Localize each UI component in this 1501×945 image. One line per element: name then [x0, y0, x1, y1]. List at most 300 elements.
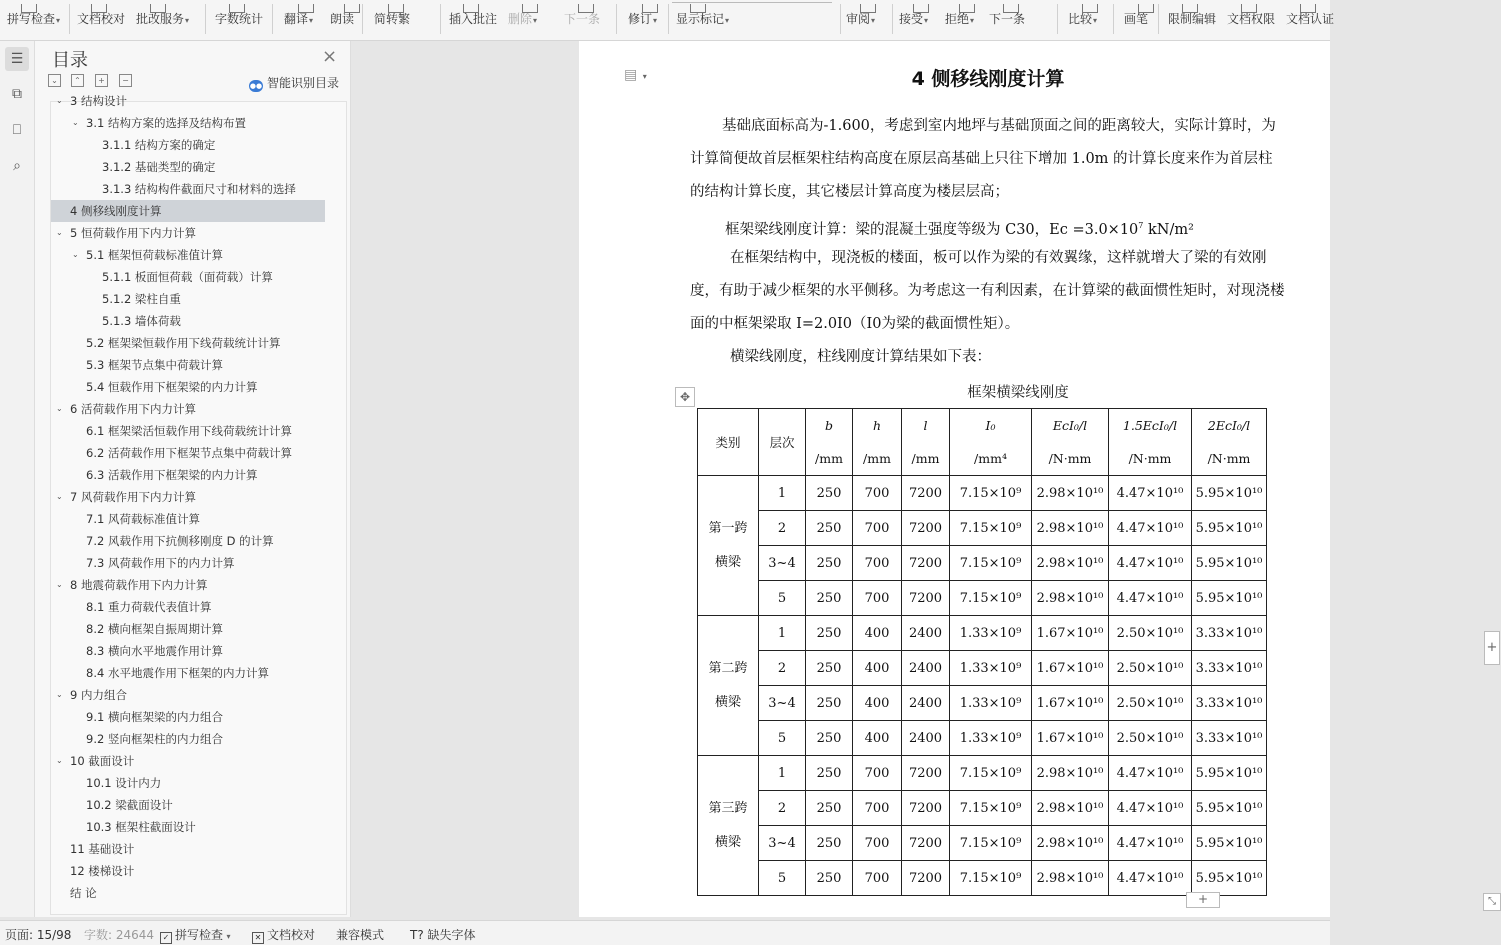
toc-item[interactable] [51, 684, 325, 706]
toc-item-label: 6.1 框架梁活恒载作用下线荷载统计计算 [86, 424, 292, 438]
toc-item-label: 7 风荷载作用下内力计算 [70, 490, 196, 504]
table-header-cell [853, 409, 902, 476]
table-row [698, 721, 1267, 756]
toc-item[interactable] [51, 244, 325, 266]
table-cell: 7200 [902, 756, 950, 791]
table-cell: 1.33×10⁹ [950, 686, 1032, 721]
chevron-down-icon: ▾ [924, 16, 929, 25]
table-cell: 3.33×10¹⁰ [1192, 686, 1267, 721]
chevron-down-icon: ▾ [1093, 16, 1098, 25]
table-cell: 1 [759, 476, 806, 511]
toc-item-label: 6.2 活荷载作用下框架节点集中荷载计算 [86, 446, 292, 460]
toolbar-button[interactable] [1227, 10, 1275, 27]
header-symbol: h [872, 418, 882, 433]
toc-item[interactable] [51, 332, 325, 354]
bookmark-icon[interactable]: ⎕ [12, 122, 22, 138]
toc-item[interactable] [51, 596, 325, 618]
resize-table-icon[interactable]: ⤡ [1483, 893, 1501, 911]
toolbar-item-icon [91, 4, 107, 13]
toolbar-button[interactable] [945, 10, 974, 27]
table-row [698, 651, 1267, 686]
table-header-cell [1109, 409, 1192, 476]
table-row [698, 791, 1267, 826]
header-unit: /mm [863, 451, 891, 466]
chevron-down-icon[interactable]: ⌄ [72, 118, 79, 127]
toc-item[interactable] [51, 750, 325, 772]
span-label-sub: 横梁 [714, 834, 741, 850]
spell-check-label: 拼写检查 [175, 928, 224, 942]
chevron-down-icon: ▾ [309, 16, 314, 25]
chevron-down-icon: ▾ [725, 16, 730, 25]
toolbar-button[interactable] [7, 10, 60, 27]
table-cell: 2400 [902, 721, 950, 756]
toc-item-label: 9 内力组合 [70, 688, 127, 702]
toc-item-label: 3.1.3 结构构件截面尺寸和材料的选择 [102, 182, 296, 196]
table-row [698, 861, 1267, 896]
table-cell: 4.47×10¹⁰ [1109, 476, 1192, 511]
toolbar-button[interactable] [136, 10, 189, 27]
table-cell: 2.98×10¹⁰ [1032, 791, 1109, 826]
toc-item-label: 10.2 梁截面设计 [86, 798, 173, 812]
table-cell: 700 [853, 826, 902, 861]
toolbar-button[interactable] [564, 10, 600, 27]
toolbar-button[interactable] [374, 10, 410, 27]
toc-item-label: 8.3 横向水平地震作用计算 [86, 644, 223, 658]
toolbar-button[interactable] [284, 10, 313, 27]
table-cell: 3~4 [759, 546, 806, 581]
toolbar-item-icon [913, 4, 929, 13]
toolbar-button[interactable] [215, 10, 263, 27]
chevron-down-icon: ▾ [533, 16, 538, 25]
toc-item-label: 5.1 框架恒荷载标准值计算 [86, 248, 223, 262]
toc-item-label: 4 侧移线刚度计算 [70, 204, 162, 218]
table-cell: 7200 [902, 546, 950, 581]
toolbar-button[interactable] [676, 10, 729, 27]
table-header-cell [1032, 409, 1109, 476]
table-header-cell [1192, 409, 1267, 476]
toc-item[interactable] [51, 508, 325, 530]
table-cell: 3.33×10¹⁰ [1192, 616, 1267, 651]
table-cell: 1 [759, 616, 806, 651]
expand-up-icon[interactable]: ⌃ [71, 74, 84, 87]
table-row [698, 826, 1267, 861]
table-cell: 700 [853, 756, 902, 791]
toc-item[interactable] [51, 112, 325, 134]
toc-item[interactable] [51, 90, 325, 112]
table-cell: 1.33×10⁹ [950, 651, 1032, 686]
table-header-cell [902, 409, 950, 476]
table-cell: 2400 [902, 616, 950, 651]
table-cell: 2.98×10¹⁰ [1032, 861, 1109, 896]
toc-item[interactable] [51, 552, 325, 574]
toc-item[interactable] [51, 442, 325, 464]
table-cell: 5.95×10¹⁰ [1192, 511, 1267, 546]
header-symbol: EcI₀/l [1052, 418, 1088, 433]
chevron-down-icon: ▾ [871, 16, 876, 25]
chevron-down-icon[interactable]: ⌄ [56, 228, 63, 237]
chevron-down-icon[interactable]: ⌄ [56, 580, 63, 589]
table-cell: 1.33×10⁹ [950, 721, 1032, 756]
toolbar-button-label: 显示标记 [676, 12, 725, 26]
page-counter[interactable]: 页面: 15/98 [5, 928, 72, 942]
toolbar-button-label: 文档校对 [77, 12, 126, 26]
search-icon[interactable]: ⌕ [13, 158, 21, 174]
toolbar-button[interactable] [1068, 10, 1097, 27]
table-cell: 700 [853, 511, 902, 546]
toc-item-label: 7.1 风荷载标准值计算 [86, 512, 200, 526]
toolbar-button[interactable] [846, 10, 875, 27]
header-symbol: I₀ [985, 418, 996, 433]
toolbar-separator [440, 4, 441, 34]
table-cell: 7.15×10⁹ [950, 826, 1032, 861]
missing-font-icon: T? [410, 928, 428, 942]
toc-item-label: 8 地震荷载作用下内力计算 [70, 578, 208, 592]
table-cell: 4.47×10¹⁰ [1109, 511, 1192, 546]
toolbar-item-icon [150, 4, 166, 13]
table-cell: 400 [853, 686, 902, 721]
table-cell: 1.33×10⁹ [950, 616, 1032, 651]
toc-item[interactable] [51, 772, 325, 794]
toc-item[interactable] [51, 816, 325, 838]
table-cell: 2.50×10¹⁰ [1109, 651, 1192, 686]
toolbar-button-label: 审阅 [846, 12, 871, 26]
toc-item-label: 8.4 水平地震作用下框架的内力计算 [86, 666, 269, 680]
header-unit: /mm⁴ [974, 451, 1007, 466]
add-row-icon[interactable]: + [1186, 892, 1220, 908]
toolbar-item-icon [388, 4, 404, 13]
table-cell: 7.15×10⁹ [950, 791, 1032, 826]
toc-item[interactable] [51, 200, 325, 222]
table-cell: 250 [806, 651, 853, 686]
toc-item-label: 7.3 风荷载作用下的内力计算 [86, 556, 235, 570]
chevron-down-icon[interactable]: ⌄ [56, 96, 63, 105]
toc-list [50, 94, 347, 915]
toolbar-item-icon [21, 4, 37, 13]
toolbar-button[interactable] [989, 10, 1025, 27]
paragraph-1: 基础底面标高为-1.600，考虑到室内地坪与基础顶面之间的距离较大，实际计算时，为计算简便故首层框架柱结构高度在原层高基础上只往下增加 1.0m 的计算长度来作为首层柱的结构计算长度，其它楼层计算高度为楼层层高； [690, 118, 1276, 200]
table-cell: 2400 [902, 686, 950, 721]
close-icon[interactable]: × [322, 46, 338, 67]
table-cell: 7.15×10⁹ [950, 861, 1032, 896]
toolbar-separator [1057, 4, 1058, 34]
toolbar-item-icon [1182, 4, 1198, 13]
paragraph-2-sup: 7 [1138, 221, 1144, 230]
toolbar-separator [272, 4, 273, 34]
table-cell: 5.95×10¹⁰ [1192, 581, 1267, 616]
table-cell: 4.47×10¹⁰ [1109, 861, 1192, 896]
header-unit: /N·mm [1048, 451, 1092, 466]
toc-item-label: 8.1 重力荷载代表值计算 [86, 600, 212, 614]
toc-item-label: 10.3 框架柱截面设计 [86, 820, 196, 834]
paragraph-2-text: 框架梁线刚度计算：梁的混凝土强度等级为 C30，Ec =3.0×10 [725, 221, 1139, 238]
table-row [698, 686, 1267, 721]
table-cell: 700 [853, 791, 902, 826]
toolbar-separator [840, 4, 841, 34]
table-row [698, 616, 1267, 651]
table-cell: 250 [806, 511, 853, 546]
status-bar [0, 920, 1330, 945]
table-cell: 5 [759, 861, 806, 896]
span-label: 第二跨 [708, 660, 748, 676]
toolbar-item-icon [463, 4, 479, 13]
toc-item-label: 5 恒荷载作用下内力计算 [70, 226, 196, 240]
toolbar-item-icon [642, 4, 658, 13]
toolbar-separator [668, 4, 669, 34]
table-cell: 5 [759, 581, 806, 616]
move-table-icon[interactable]: ✥ [675, 387, 695, 407]
toolbar-button[interactable] [1168, 10, 1216, 27]
table-cell: 3.33×10¹⁰ [1192, 721, 1267, 756]
outline-icon[interactable]: ☰ [5, 47, 29, 71]
toc-item[interactable] [51, 222, 325, 244]
header-unit: /mm [911, 451, 940, 466]
header-symbol: 2EcI₀/l [1207, 418, 1251, 433]
table-cell: 2400 [902, 651, 950, 686]
header-symbol: 层次 [769, 434, 795, 450]
toc-item[interactable] [51, 156, 325, 178]
stiffness-table [697, 408, 1267, 896]
toc-item[interactable] [51, 882, 325, 904]
toc-item[interactable] [51, 530, 325, 552]
toolbar-button[interactable] [449, 10, 497, 27]
toc-item[interactable] [51, 288, 325, 310]
span-label-cell [698, 616, 759, 756]
table-row [698, 581, 1267, 616]
toc-item[interactable] [51, 420, 325, 442]
span-label: 第一跨 [708, 520, 748, 536]
toc-item[interactable] [51, 310, 325, 332]
toolbar-button-label: 拒绝 [945, 12, 970, 26]
toc-item-label: 9.1 横向框架梁的内力组合 [86, 710, 223, 724]
missing-font-button[interactable] [410, 926, 476, 943]
table-cell: 1.67×10¹⁰ [1032, 651, 1109, 686]
proofread-label: 文档校对 [267, 928, 316, 942]
toolbar-button-label: 字数统计 [215, 12, 264, 26]
ai-icon: ●● [249, 82, 263, 90]
remove-heading-icon[interactable]: − [119, 74, 132, 87]
add-column-icon[interactable]: + [1484, 631, 1500, 665]
chevron-down-icon: ▾ [970, 16, 975, 25]
toolbar-button[interactable] [628, 10, 657, 27]
toolbar-separator [205, 4, 206, 34]
toc-item[interactable] [51, 728, 325, 750]
toolbar-item-icon [959, 4, 975, 13]
table-cell: 7.15×10⁹ [950, 476, 1032, 511]
toc-item[interactable] [51, 706, 325, 728]
toc-item[interactable] [51, 838, 325, 860]
table-cell: 700 [853, 546, 902, 581]
table-cell: 2.50×10¹⁰ [1109, 721, 1192, 756]
header-symbol: b [824, 418, 833, 433]
paragraph-2-unit: kN/m² [1143, 221, 1194, 238]
table-cell: 250 [806, 476, 853, 511]
header-unit: /N·mm [1128, 451, 1172, 466]
table-cell: 1.67×10¹⁰ [1032, 616, 1109, 651]
chevron-down-icon[interactable]: ⌄ [56, 756, 63, 765]
table-cell: 1.67×10¹⁰ [1032, 721, 1109, 756]
table-cell: 2.50×10¹⁰ [1109, 686, 1192, 721]
toolbar-button-label: 限制编辑 [1168, 12, 1217, 26]
toc-item-label: 6.3 活载作用下框架梁的内力计算 [86, 468, 258, 482]
toc-item[interactable] [51, 794, 325, 816]
check-icon: ✓ [160, 932, 172, 944]
table-cell: 400 [853, 651, 902, 686]
chevron-down-icon[interactable]: ⌄ [72, 250, 79, 259]
add-heading-icon[interactable]: + [95, 74, 108, 87]
collapse-all-icon[interactable]: ⌄ [48, 74, 61, 87]
chevron-down-icon[interactable]: ⌄ [56, 404, 63, 413]
header-symbol: 类别 [715, 434, 741, 450]
toc-item-label: 3 结构设计 [70, 94, 127, 108]
toc-item-label: 5.1.3 墙体荷载 [102, 314, 181, 328]
header-unit: /N·mm [1207, 451, 1251, 466]
toc-item-label: 5.2 框架梁恒载作用下线荷载统计计算 [86, 336, 281, 350]
toolbar-separator [616, 4, 617, 34]
word-count[interactable]: 字数: 24644 [84, 928, 155, 942]
table-cell: 2.98×10¹⁰ [1032, 476, 1109, 511]
paragraph-3: 在框架结构中，现浇板的楼面，板可以作为梁的有效翼缘，这样就增大了梁的有效刚度，有助于减少框架的水平侧移。为考虑这一有利因素，在计算梁的截面惯性矩时，对现浇楼面的中框架梁取 I=2.0I0（I0为梁的截面惯性矩）。 [690, 250, 1285, 332]
toolbar-item-icon [860, 4, 876, 13]
toc-item-label: 5.1.1 板面恒荷载（面荷载）计算 [102, 270, 273, 284]
proofread-button[interactable] [252, 926, 315, 944]
ribbon-toolbar [0, 0, 1335, 41]
chevron-down-icon: ▾ [56, 16, 61, 25]
paragraph-4: 横梁线刚度，柱线刚度计算结果如下表： [730, 349, 991, 365]
toolbar-search-field[interactable] [672, 0, 832, 3]
table-cell: 7200 [902, 861, 950, 896]
toc-item[interactable] [51, 178, 325, 200]
table-cell: 7.15×10⁹ [950, 546, 1032, 581]
toolbar-button-label: 比较 [1068, 12, 1093, 26]
table-row [698, 476, 1267, 511]
document-page[interactable] [579, 41, 1498, 917]
toolbar-button[interactable] [1124, 10, 1148, 27]
chevron-down-icon: ▾ [224, 932, 231, 941]
toc-item-label: 5.3 框架节点集中荷载计算 [86, 358, 223, 372]
table-cell: 7.15×10⁹ [950, 756, 1032, 791]
table-header-cell [950, 409, 1032, 476]
table-cell: 5.95×10¹⁰ [1192, 791, 1267, 826]
table-cell: 2.98×10¹⁰ [1032, 826, 1109, 861]
toc-item[interactable] [51, 860, 325, 882]
span-label-cell [698, 476, 759, 616]
table-cell: 3~4 [759, 826, 806, 861]
toc-item[interactable] [51, 618, 325, 640]
table-cell: 250 [806, 826, 853, 861]
toolbar-item-icon [578, 4, 594, 13]
toc-title: 目录 [52, 50, 88, 71]
table-cell: 700 [853, 476, 902, 511]
toolbar-item-icon [1300, 4, 1316, 13]
section-heading: 4 侧移线刚度计算 [911, 68, 1065, 90]
table-cell: 400 [853, 616, 902, 651]
table-cell: 4.47×10¹⁰ [1109, 791, 1192, 826]
toolbar-button[interactable] [1286, 10, 1334, 27]
proofread-icon: ✕ [252, 932, 264, 944]
toc-item[interactable] [51, 398, 325, 420]
table-cell: 5 [759, 721, 806, 756]
table-cell: 5.95×10¹⁰ [1192, 546, 1267, 581]
span-label-sub: 横梁 [714, 694, 741, 710]
table-header-row [698, 409, 1267, 476]
table-cell: 250 [806, 756, 853, 791]
toc-item-label: 结 论 [70, 886, 97, 900]
toolbar-button[interactable] [899, 10, 928, 27]
toc-item[interactable] [51, 354, 325, 376]
toolbar-separator [362, 4, 363, 34]
toolbar-button-label: 拼写检查 [7, 12, 56, 26]
table-cell: 2.98×10¹⁰ [1032, 511, 1109, 546]
toolbar-item-icon [229, 4, 245, 13]
toc-item[interactable] [51, 134, 325, 156]
table-cell: 2.98×10¹⁰ [1032, 756, 1109, 791]
toolbar-button[interactable] [508, 10, 537, 27]
chevron-down-icon: ▾ [185, 16, 190, 25]
toolbar-button[interactable] [330, 10, 354, 27]
page-options-icon[interactable]: ▤ ▾ [624, 67, 647, 83]
toolbar-button-label: 文档认证 [1286, 12, 1335, 26]
table-cell: 7200 [902, 826, 950, 861]
table-cell: 700 [853, 861, 902, 896]
table-cell: 1 [759, 756, 806, 791]
toc-item[interactable] [51, 662, 325, 684]
toc-item-label: 11 基础设计 [70, 842, 135, 856]
table-header-cell [759, 409, 806, 476]
table-cell: 5.95×10¹⁰ [1192, 826, 1267, 861]
toc-item[interactable] [51, 266, 325, 288]
toolbar-button-label: 朗读 [330, 12, 355, 26]
toc-item[interactable] [51, 464, 325, 486]
toolbar-item-icon [1082, 4, 1098, 13]
span-label: 第三跨 [708, 800, 748, 816]
compat-mode[interactable]: 兼容模式 [336, 928, 385, 942]
toc-item-label: 12 楼梯设计 [70, 864, 135, 878]
toolbar-separator [1158, 4, 1159, 34]
toc-item[interactable] [51, 376, 325, 398]
toolbar-button[interactable] [77, 10, 125, 27]
table-cell: 250 [806, 791, 853, 826]
table-cell: 700 [853, 581, 902, 616]
chapter-icon[interactable]: ⧉ [12, 86, 22, 102]
table-body [698, 476, 1267, 896]
toolbar-item-icon [1003, 4, 1019, 13]
table-cell: 400 [853, 721, 902, 756]
table-cell: 2.98×10¹⁰ [1032, 581, 1109, 616]
toolbar-separator [892, 4, 893, 34]
toc-panel [35, 41, 351, 917]
table-cell: 2 [759, 791, 806, 826]
toolbar-button-label: 删除 [508, 12, 533, 26]
span-label-sub: 横梁 [714, 554, 741, 570]
header-symbol: l [923, 418, 928, 433]
toolbar-button-label: 翻译 [284, 12, 309, 26]
table-cell: 250 [806, 721, 853, 756]
toolbar-item-icon [1241, 4, 1257, 13]
spell-check-toggle[interactable] [160, 926, 231, 944]
toolbar-button-label: 修订 [628, 12, 653, 26]
chevron-down-icon[interactable]: ⌄ [56, 492, 63, 501]
toc-item-label: 10.1 设计内力 [86, 776, 162, 790]
toolbar-button-label: 文档权限 [1227, 12, 1276, 26]
toc-item[interactable] [51, 640, 325, 662]
table-cell: 3.33×10¹⁰ [1192, 651, 1267, 686]
table-cell: 7200 [902, 511, 950, 546]
table-cell: 4.47×10¹⁰ [1109, 546, 1192, 581]
toc-item[interactable] [51, 486, 325, 508]
toolbar-button-label: 简转繁 [374, 12, 411, 26]
toc-item[interactable] [51, 574, 325, 596]
chevron-down-icon[interactable]: ⌄ [56, 690, 63, 699]
